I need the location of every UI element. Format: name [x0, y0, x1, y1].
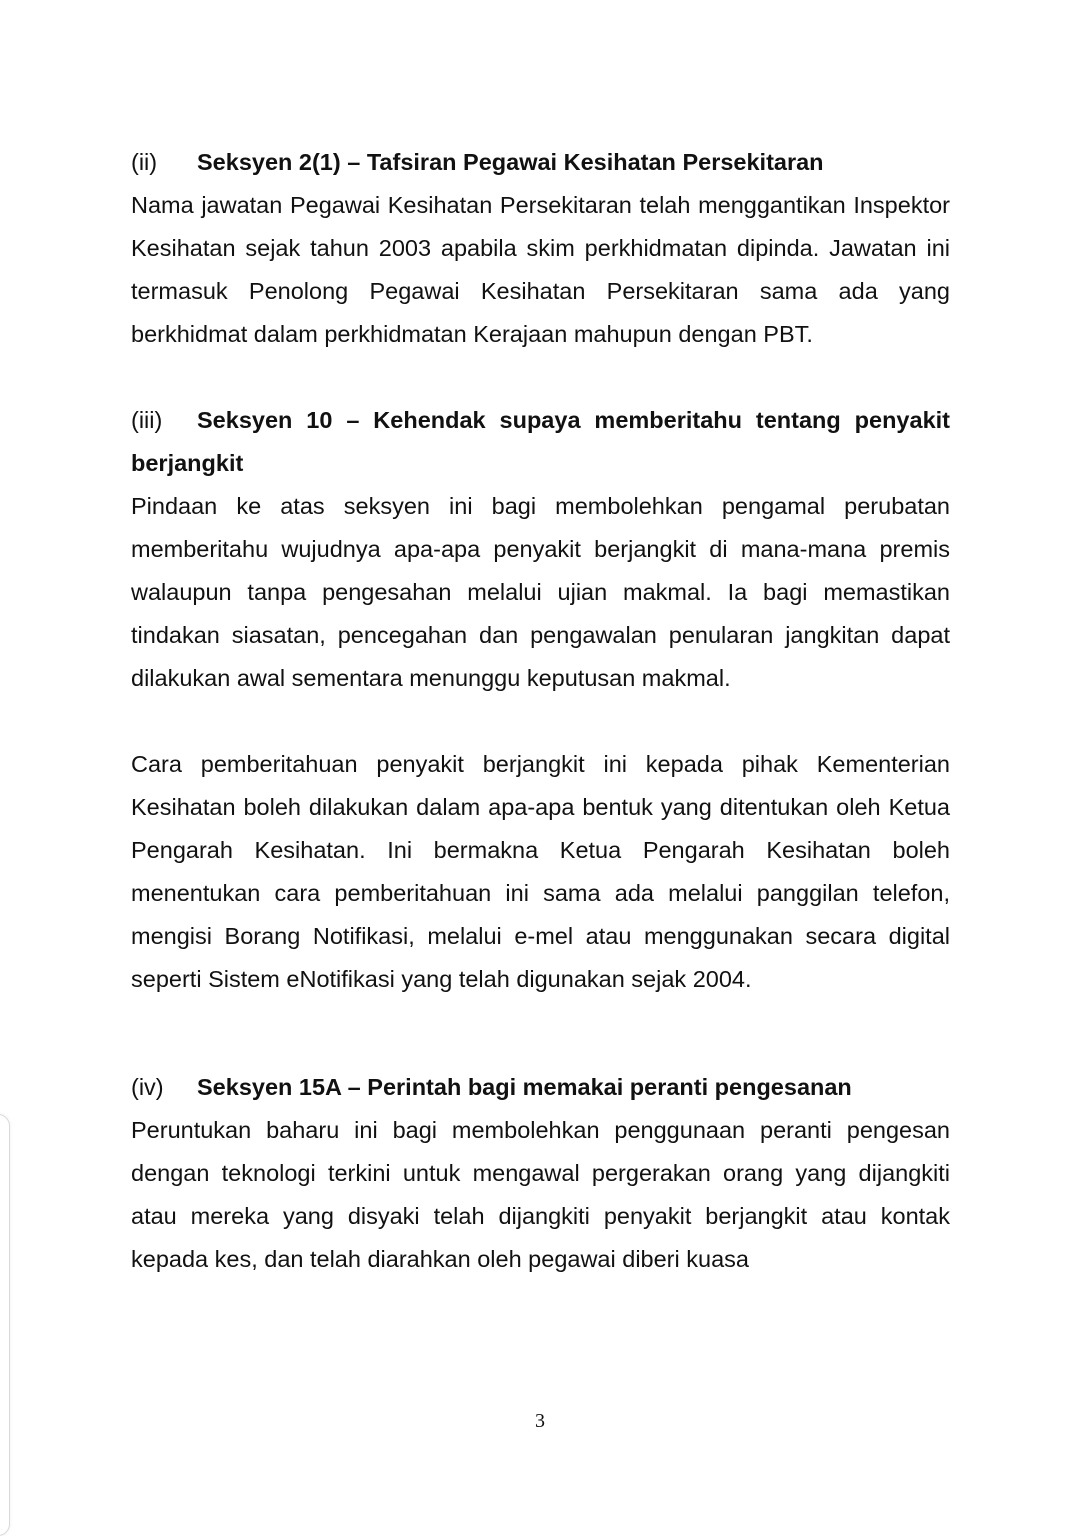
section-paragraph: Cara pemberitahuan penyakit berjangkit ini kepada pihak Kementerian Kesihatan boleh dilakukan dalam apa-apa bentuk yang ditentukan oleh Ketua Pengarah Kesihatan. Ini bermakna Ketua Pengarah Kesihatan boleh menentukan cara pemberitahuan ini sama ada melalui panggilan telefon, mengisi Borang Notifikasi, melalui e-mel atau menggunakan secara digital seperti Sistem eNotifikasi yang telah digunakan sejak 2004. — [131, 751, 950, 992]
section-heading — [131, 399, 950, 485]
section-number: (ii) — [131, 149, 158, 175]
section-paragraph: Nama jawatan Pegawai Kesihatan Persekitaran telah menggantikan Inspektor Kesihatan sejak tahun 2003 apabila skim perkhidmatan dipinda. Jawatan ini termasuk Penolong Pegawai Kesihatan Persekitaran sama ada yang berkhidmat dalam perkhidmatan Kerajaan mahupun dengan PBT. — [131, 192, 950, 347]
page-edge-shadow — [0, 1114, 10, 1536]
document-page — [131, 141, 950, 1281]
section-heading — [131, 141, 950, 184]
section-title: Seksyen 10 – Kehendak supaya memberitahu tentang penyakit berjangkit — [131, 407, 950, 476]
section-iii — [131, 399, 950, 1001]
section-heading — [131, 1066, 950, 1109]
section-title: Seksyen 15A – Perintah bagi memakai peranti pengesanan — [197, 1074, 852, 1100]
section-iv — [131, 1066, 950, 1281]
section-ii — [131, 141, 950, 356]
page-number: 3 — [535, 1410, 545, 1432]
section-paragraph: Peruntukan baharu ini bagi membolehkan penggunaan peranti pengesan dengan teknologi terkini untuk mengawal pergerakan orang yang dijangkiti atau mereka yang disyaki telah dijangkiti penyakit berjangkit atau kontak kepada kes, dan telah diarahkan oleh pegawai diberi kuasa — [131, 1117, 950, 1272]
section-number: (iii) — [131, 407, 163, 433]
section-paragraph: Pindaan ke atas seksyen ini bagi membolehkan pengamal perubatan memberitahu wujudnya apa-apa penyakit berjangkit di mana-mana premis walaupun tanpa pengesahan melalui ujian makmal. Ia bagi memastikan tindakan siasatan, pencegahan dan pengawalan penularan jangkitan dapat dilakukan awal sementara menunggu keputusan makmal. — [131, 493, 950, 691]
section-title: Seksyen 2(1) – Tafsiran Pegawai Kesihatan Persekitaran — [197, 149, 824, 175]
section-number: (iv) — [131, 1074, 164, 1100]
